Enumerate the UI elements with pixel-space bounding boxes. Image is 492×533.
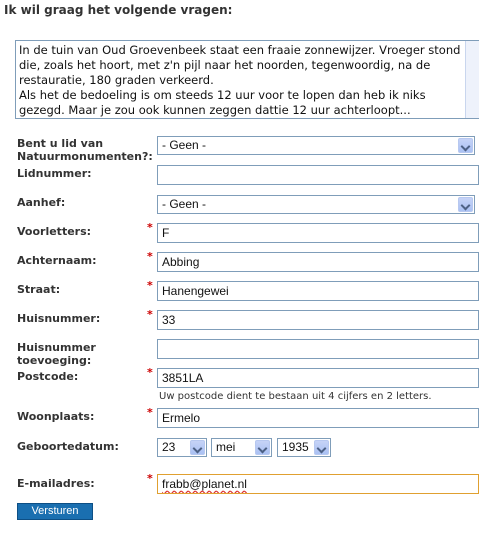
house-number-input[interactable]: 33 [157,310,479,330]
chevron-down-icon[interactable] [255,440,270,455]
member-number-input[interactable] [157,165,479,185]
textarea-scrollbar[interactable] [465,41,479,118]
chevron-down-icon[interactable] [314,440,329,455]
chevron-down-icon[interactable] [458,138,473,153]
house-suffix-label: Huisnummer toevoeging: [17,341,96,367]
salutation-select-value: - Geen - [162,197,207,211]
birth-day-value: 23 [162,440,176,454]
chevron-down-icon[interactable] [458,197,473,212]
house-suffix-input[interactable] [157,339,479,359]
member-select-value: - Geen - [162,138,207,152]
city-input[interactable]: Ermelo [157,408,479,428]
member-select[interactable] [157,136,475,155]
birth-year-value: 1935 [282,440,309,454]
required-marker: * [147,279,153,292]
required-marker: * [147,366,153,379]
chevron-down-icon[interactable] [190,440,205,455]
postcode-input[interactable]: 3851LA [157,368,479,388]
street-label: Straat: [17,283,61,296]
required-marker: * [147,308,153,321]
birth-year-select[interactable] [277,438,331,457]
required-marker: * [147,472,153,485]
birthdate-label: Geboortedatum: [17,440,119,453]
email-input-value: frabb@planet.nl [162,477,247,491]
salutation-select[interactable] [157,195,475,214]
birth-day-select[interactable] [157,438,207,457]
required-marker: * [147,221,153,234]
member-label: Bent u lid van Natuurmonumenten?: [17,137,153,163]
surname-label: Achternaam: [17,254,97,267]
city-label: Woonplaats: [17,410,95,423]
member-number-label: Lidnummer: [17,167,92,180]
birth-month-value: mei [216,440,236,454]
required-marker: * [147,250,153,263]
surname-input[interactable]: Abbing [157,252,479,272]
house-number-label: Huisnummer: [17,312,101,325]
required-marker: * [147,406,153,419]
email-label: E-mailadres: [17,477,95,490]
form-heading: Ik wil graag het volgende vragen: [4,3,233,17]
initials-label: Voorletters: [17,225,92,238]
postcode-hint: Uw postcode dient te bestaan uit 4 cijfers en 2 letters. [159,391,432,402]
initials-input[interactable]: F [157,223,479,243]
street-input[interactable]: Hanengewei [157,281,479,301]
postcode-label: Postcode: [17,370,79,383]
birth-month-select[interactable] [211,438,272,457]
submit-button[interactable]: Versturen [17,503,93,520]
question-textarea[interactable]: In de tuin van Oud Groevenbeek staat een fraaie zonnewijzer. Vroeger stond die, zoals het hoort, met z'n pijl naar het noorden, tegenwoordig, na de restauratie, 180 graden verkeerd. Als het de bedoeling is om steeds 12 uur voor te lopen dan heb ik niks gezegd. Maar je zou ook kunnen zeggen dattie 12 uur achterloopt... [15,40,479,119]
email-input[interactable] [157,474,479,494]
salutation-label: Aanhef: [17,196,66,209]
